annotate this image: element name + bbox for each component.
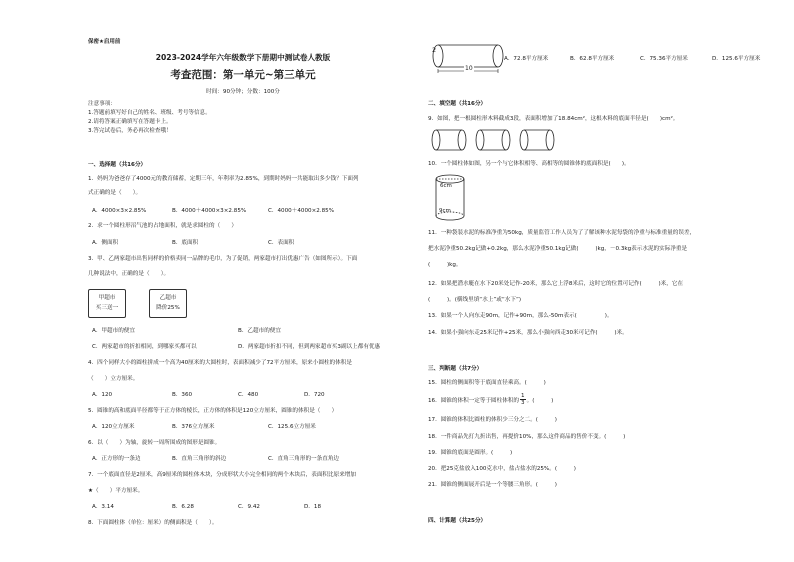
option: A．4000×3×2.85% (92, 208, 147, 214)
question-stem: 。( ) (526, 398, 554, 404)
question-stem: （ ）立方厘米。 (88, 376, 139, 382)
question-stem: 20．把25克盐放入100克水中，盐占盐水的25%。( ) (428, 466, 576, 472)
question-stem: ★（ ）平方厘米。 (88, 488, 144, 494)
section-heading: 四、计算题（共25分） (428, 518, 487, 524)
question-stem: 8．下面圆柱体（单位：厘米）的侧面积是（ ）。 (88, 520, 218, 526)
option: D．125.6平方厘米 (712, 56, 761, 62)
sign-a-line: 甲超市 (98, 295, 116, 301)
option: B．376立方厘米 (172, 424, 215, 430)
exam-meta: 时间：90分钟；分数：100分 (206, 89, 280, 95)
question-stem: 15．圆柱的侧面积等于底面直径乘高。( ) (428, 380, 546, 386)
option: D．两家超市折扣不同，但到两家超市买3副以上都有优惠 (238, 344, 381, 350)
option: A．正方形的一条边 (92, 456, 141, 462)
option: C．4000＋4000×2.85% (268, 208, 335, 214)
section-heading: 一、选择题（共16分） (88, 162, 147, 168)
question-stem: 13．如果一个人向东走90m，记作+90m，那么-50m表示( )。 (428, 313, 613, 319)
option: A．3.14 (92, 504, 114, 510)
option: B．62.8平方厘米 (570, 56, 615, 62)
option: B．乙超市的便宜 (238, 328, 281, 334)
option: B．4000＋4000×3×2.85% (172, 208, 247, 214)
option: D．18 (304, 504, 322, 510)
option: A．120立方厘米 (92, 424, 135, 430)
question-stem: 10．一个圆柱体如图，另一个与它体积相等、高相等的圆锥体的底面积是( )。 (428, 161, 630, 167)
fig-diameter-label: 6cm (440, 183, 452, 189)
fraction-denominator: 3 (521, 400, 525, 406)
question-stem: ( )。(横线里填“水上”或“水下”) (428, 297, 522, 303)
option: C．125.6立方厘米 (268, 424, 316, 430)
upright-cylinder-figure (432, 172, 470, 224)
option: C．直角三角形的一条直角边 (268, 456, 340, 462)
option: B．直角三角形的斜边 (172, 456, 227, 462)
option: C．75.36平方厘米 (640, 56, 688, 62)
fig-height-label: 9cm (439, 208, 451, 214)
question-stem: 把水泥净重50.2kg记做+0.2kg，那么水泥净重50.1kg记做( )kg，－0.3kg表示水泥的实际净重是 (428, 246, 688, 252)
option: C．480 (238, 392, 259, 398)
sign-b-line: 乙超市 (159, 295, 177, 301)
question-stem: 7．一个底面直径是2厘米，高9厘米的圆柱体木块，分成形状大小完全相同的两个木块后，表面积比原来增加 (88, 472, 356, 478)
option: C．9.42 (238, 504, 260, 510)
question-stem: 几种说法中，正确的是（ ）。 (88, 271, 170, 277)
question-stem: 14．如果小强向东走25米记作+25米，那么小强向西走30米可记作( )米。 (428, 330, 628, 336)
option: A．侧面积 (92, 240, 119, 246)
right-column (408, 0, 794, 562)
question-stem: 11．一种袋装水泥的标准净重为50kg，质量监管工作人员为了了解该种水泥每袋的净重与标准重量的误差， (428, 230, 696, 236)
option: A．120 (92, 392, 113, 398)
option: D．720 (304, 392, 325, 398)
option: C．表面积 (268, 240, 295, 246)
option: C．两家超市的折扣相同，到哪家买都可以 (92, 344, 197, 350)
exam-title: 2023-2024学年六年级数学下册期中测试卷人教版 (155, 53, 331, 62)
sign-a-line: 买三送一 (95, 305, 119, 311)
question-stem: ( )kg。 (428, 262, 462, 268)
notes-item: 2.请将答案正确填写在答题卡上。 (88, 119, 172, 125)
question-stem: 式正确的是（ ）。 (88, 190, 142, 196)
question-stem: 4．四个同样大小的圆柱拼成一个高为40厘米的大圆柱时，表面积减少了72平方厘米，原来小圆柱的体积是 (88, 360, 352, 366)
option: B．360 (172, 392, 193, 398)
question-stem: 12．如果把潜水艇在水下20米处记作-20米，那么它上浮8米后，这时它的位置可记作( )米，它在 (428, 281, 684, 287)
notes-item: 3.答完试卷后，务必再次检查哦！ (88, 128, 172, 134)
question-stem: 16．圆锥的体积一定等于圆柱体积的 (428, 398, 520, 404)
section-heading: 三、判断题（共7分） (428, 366, 483, 372)
secret-label: 保密★启用前 (88, 39, 121, 45)
question-stem: 2．求一个圆柱形沼气池的占地面积，就是求圆柱的（ ） (88, 223, 237, 229)
three-cylinders-figure (428, 126, 564, 154)
question-stem: 6．以（ ）为轴，旋转一周所围成的图形是圆锥。 (88, 440, 221, 446)
option: B．6.28 (172, 504, 194, 510)
notes-heading: 注意事项： (88, 101, 116, 107)
question-stem: 9．如图，把一根圆柱形木料截成3段，表面积增加了18.84cm²，这根木料的底面半径是( )cm²。 (428, 116, 679, 122)
question-stem: 21．圆锥的侧面展开后是一个等腰三角形。( ) (428, 482, 557, 488)
question-stem: 17．圆锥的体积比圆柱的体积少三分之二。( ) (428, 417, 557, 423)
question-stem: 18．一件商品先打九折出售，再提价10%，那么这件商品的售价不变。( ) (428, 434, 626, 440)
question-stem: 5．圆锥的高和底面半径都等于正方体的棱长，正方体的体积是120立方厘米，圆锥的体积是（ ） (88, 408, 338, 414)
question-stem: 19．圆锥的底面是圆形。( ) (428, 450, 513, 456)
question-stem: 1．妈妈为爸爸存了4000元的教育储蓄，定期三年，年利率为2.85%，到期时妈妈一共能取出多少钱？下面列 (88, 176, 359, 182)
option: A．甲超市的便宜 (92, 328, 135, 334)
sign-b-line: 降价25% (156, 305, 180, 311)
option: B．底面积 (172, 240, 199, 246)
fig-length-label: 10 (465, 65, 473, 72)
question-stem: 3．甲、乙两家超市出售同样的价格卖同一品牌的毛巾，为了促销，两家超市打出优惠广告（如图所示）。下面 (88, 256, 358, 262)
fig-radius-label: 2 (432, 46, 437, 54)
sign-a (88, 289, 126, 318)
exam-scope: 考查范围：第一单元~第三单元 (170, 69, 316, 81)
section-heading: 二、填空题（共16分） (428, 101, 487, 107)
fraction (520, 393, 526, 406)
notes-item: 1.答题前填写好自己的姓名、班级、考号等信息。 (88, 110, 211, 116)
question-16 (428, 393, 553, 407)
fraction-numerator: 1 (521, 393, 525, 399)
sign-b (149, 289, 187, 318)
option: A．72.8平方厘米 (504, 56, 549, 62)
